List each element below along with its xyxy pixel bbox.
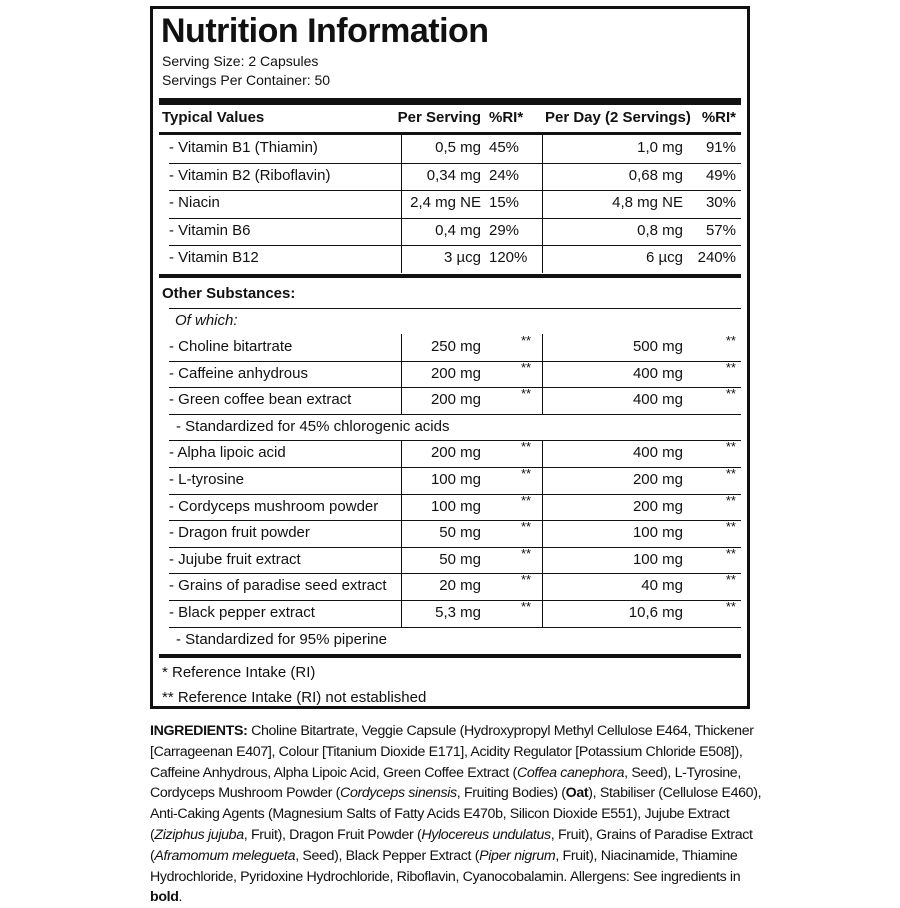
row-name: - Grains of paradise seed extract [169,577,387,595]
ingredients-part: , Fruit), Dragon Fruit Powder ( [243,826,422,843]
per-serving-value: 200 mg [430,444,481,462]
ri-value: ** [521,466,532,481]
row-name: - Choline bitartrate [169,338,293,355]
ri-value: ** [521,492,532,508]
per-day-value: 100 mg [632,524,683,542]
panel-title: Nutrition Information [161,12,489,50]
ri-day-value: ** [725,333,736,348]
row-name: - Caffeine anhydrous [169,364,308,382]
ri-value: 24% [489,166,520,184]
table-row [153,163,747,189]
header-ri-day: %RI* [701,109,736,126]
ri-day-value: ** [725,466,736,481]
row-name: - Vitamin B12 [169,249,259,267]
header-per-day: Per Day (2 Servings) [545,109,691,126]
ri-day-value: ** [725,519,736,535]
ri-day-value: 91% [705,139,736,156]
per-day-value: 100 mg [632,550,683,568]
section-divider [159,274,741,278]
ri-value: 15% [489,194,520,212]
species-name: Aframomum melegueta [154,847,296,864]
per-serving-value: 0,4 mg [435,221,481,239]
species-name: Cordyceps sinensis [340,785,457,802]
per-day-value: 200 mg [632,471,683,488]
servings-per-container: Servings Per Container: 50 [162,72,331,88]
ri-value: ** [521,599,532,614]
per-serving-value: 200 mg [430,391,481,409]
per-serving-value: 3 µcg [444,249,481,267]
row-name: - Green coffee bean extract [169,391,352,409]
table-row [153,414,747,440]
ingredients-part: , Fruit), Niacinamide, Thiamine Hydrochloride, Pyridoxine Hydrochloride, Riboflavin, Cyanocobalamin. Allergens: See ingredients in [150,847,741,885]
ri-day-value: ** [725,545,736,561]
row-name: - Alpha lipoic acid [169,444,286,462]
ingredients-part: , Seed), Black Pepper Extract ( [295,847,480,864]
table-row [153,387,747,413]
row-name: - Cordyceps mushroom powder [169,497,379,515]
per-day-value: 400 mg [632,391,683,409]
table-row [153,494,747,520]
per-serving-value: 200 mg [430,364,481,382]
ingredients-part: Choline Bitartrate, Veggie Capsule (Hydroxypropyl Methyl Cellulose E464, Thickener [Carrageenan E407], Colour [Titanium Dioxide E171], Acidity Regulator [Potassium Chloride E508]), Caffeine Anhydrous, Alpha Lipoic Acid, Green Coffee Extract ( [150,723,754,781]
row-name: - Dragon fruit powder [169,524,310,542]
per-day-value: 400 mg [632,364,683,382]
ri-day-value: 57% [705,221,736,239]
per-serving-value: 250 mg [430,338,481,355]
ri-day-value: ** [725,599,736,614]
per-day-value: 10,6 mg [628,604,683,621]
column-divider [401,135,402,273]
thick-divider [159,98,741,105]
header-per-serving: Per Serving [397,109,481,126]
row-name: - Vitamin B6 [169,221,251,239]
table-row [153,573,747,599]
ri-day-value: ** [725,572,736,588]
table-row [153,245,747,271]
other-substances-title: Other Substances: [162,285,296,302]
per-day-value: 0,68 mg [628,166,683,184]
ri-value: ** [521,439,532,455]
column-divider [401,334,402,653]
ri-value: ** [521,359,532,375]
footnote-divider [159,654,741,658]
ri-day-value: 49% [705,166,736,184]
column-divider [542,135,543,273]
per-serving-value: 0,34 mg [426,166,481,184]
table-row [153,520,747,546]
species-name: Hylocereus undulatus [421,826,551,843]
ingredients-part: . [178,889,183,906]
per-day-value: 40 mg [641,577,683,595]
ri-day-value: ** [725,359,736,375]
ri-value: ** [521,333,532,348]
row-name: - Niacin [169,194,220,212]
row-name: - Vitamin B2 (Riboflavin) [169,166,331,184]
per-serving-value: 20 mg [439,577,481,595]
serving-size: Serving Size: 2 Capsules [162,53,319,69]
ri-value: ** [521,545,532,561]
column-divider [542,334,543,653]
row-divider [169,308,741,309]
ingredients-part: , Fruiting Bodies) ( [456,785,566,802]
ingredients-part: , Fruit), Grains of Paradise Extract ( [150,826,753,864]
row-name: - Black pepper extract [169,604,315,621]
table-row [153,467,747,493]
ri-value: ** [521,519,532,535]
per-day-value: 6 µcg [646,249,683,267]
of-which-label: Of which: [175,312,238,329]
per-day-value: 400 mg [632,444,683,462]
per-day-value: 500 mg [632,338,683,355]
header-typical: Typical Values [162,109,265,126]
table-row [153,440,747,466]
header-ri: %RI* [489,109,524,126]
per-serving-value: 100 mg [430,497,481,515]
per-serving-value: 50 mg [439,550,481,568]
table-row [153,600,747,626]
per-day-value: 200 mg [632,497,683,515]
per-serving-value: 100 mg [430,471,481,488]
per-day-value: 0,8 mg [637,221,683,239]
ri-value: ** [521,572,532,588]
ingredients-part: ), Stabiliser (Cellulose E460), Anti-Caking Agents (Magnesium Salts of Fatty Acids E470b, Silicon Dioxide E551), Jujube Extract ( [150,785,762,843]
table-row [153,627,747,653]
table-row [153,361,747,387]
per-day-value: 4,8 mg NE [612,194,683,212]
per-day-value: 1,0 mg [637,139,683,156]
ri-day-value: ** [725,386,736,402]
table-row [153,547,747,573]
per-serving-value: 2,4 mg NE [410,194,481,212]
row-name: - Standardized for 95% piperine [176,630,387,648]
nutrition-panel [150,6,750,709]
species-name: Ziziphus jujuba [154,826,244,843]
allergen-oat: Oat [565,785,589,802]
table-row [153,190,747,216]
ri-day-value: ** [725,439,736,455]
ingredients-part: , Seed), L-Tyrosine, Cordyceps Mushroom Powder ( [150,764,741,802]
ri-value: 120% [489,249,528,267]
ri-day-value: 30% [705,194,736,212]
row-name: - Jujube fruit extract [169,550,301,568]
table-row [153,135,747,161]
table-row [153,218,747,244]
ingredients-text [150,721,770,908]
per-serving-value: 50 mg [439,524,481,542]
per-serving-value: 0,5 mg [435,139,481,156]
ri-value: 45% [489,139,520,156]
row-name: - Standardized for 45% chlorogenic acids [176,417,450,435]
ingredients-label: INGREDIENTS: [150,723,248,739]
row-name: - Vitamin B1 (Thiamin) [169,139,318,156]
per-serving-value: 5,3 mg [435,604,481,621]
ri-day-value: ** [725,492,736,508]
footnote-ri: * Reference Intake (RI) [162,664,316,681]
ri-value: 29% [489,221,520,239]
ri-day-value: 240% [697,249,736,267]
species-name: Piper nigrum [479,847,556,864]
footnote-ri-not-established: ** Reference Intake (RI) not established [162,689,427,706]
species-name: Coffea canephora [516,764,625,781]
row-name: - L-tyrosine [169,471,245,488]
table-row [153,334,747,360]
ri-value: ** [521,386,532,402]
bold-word: bold [150,889,179,906]
table-header [153,105,747,131]
